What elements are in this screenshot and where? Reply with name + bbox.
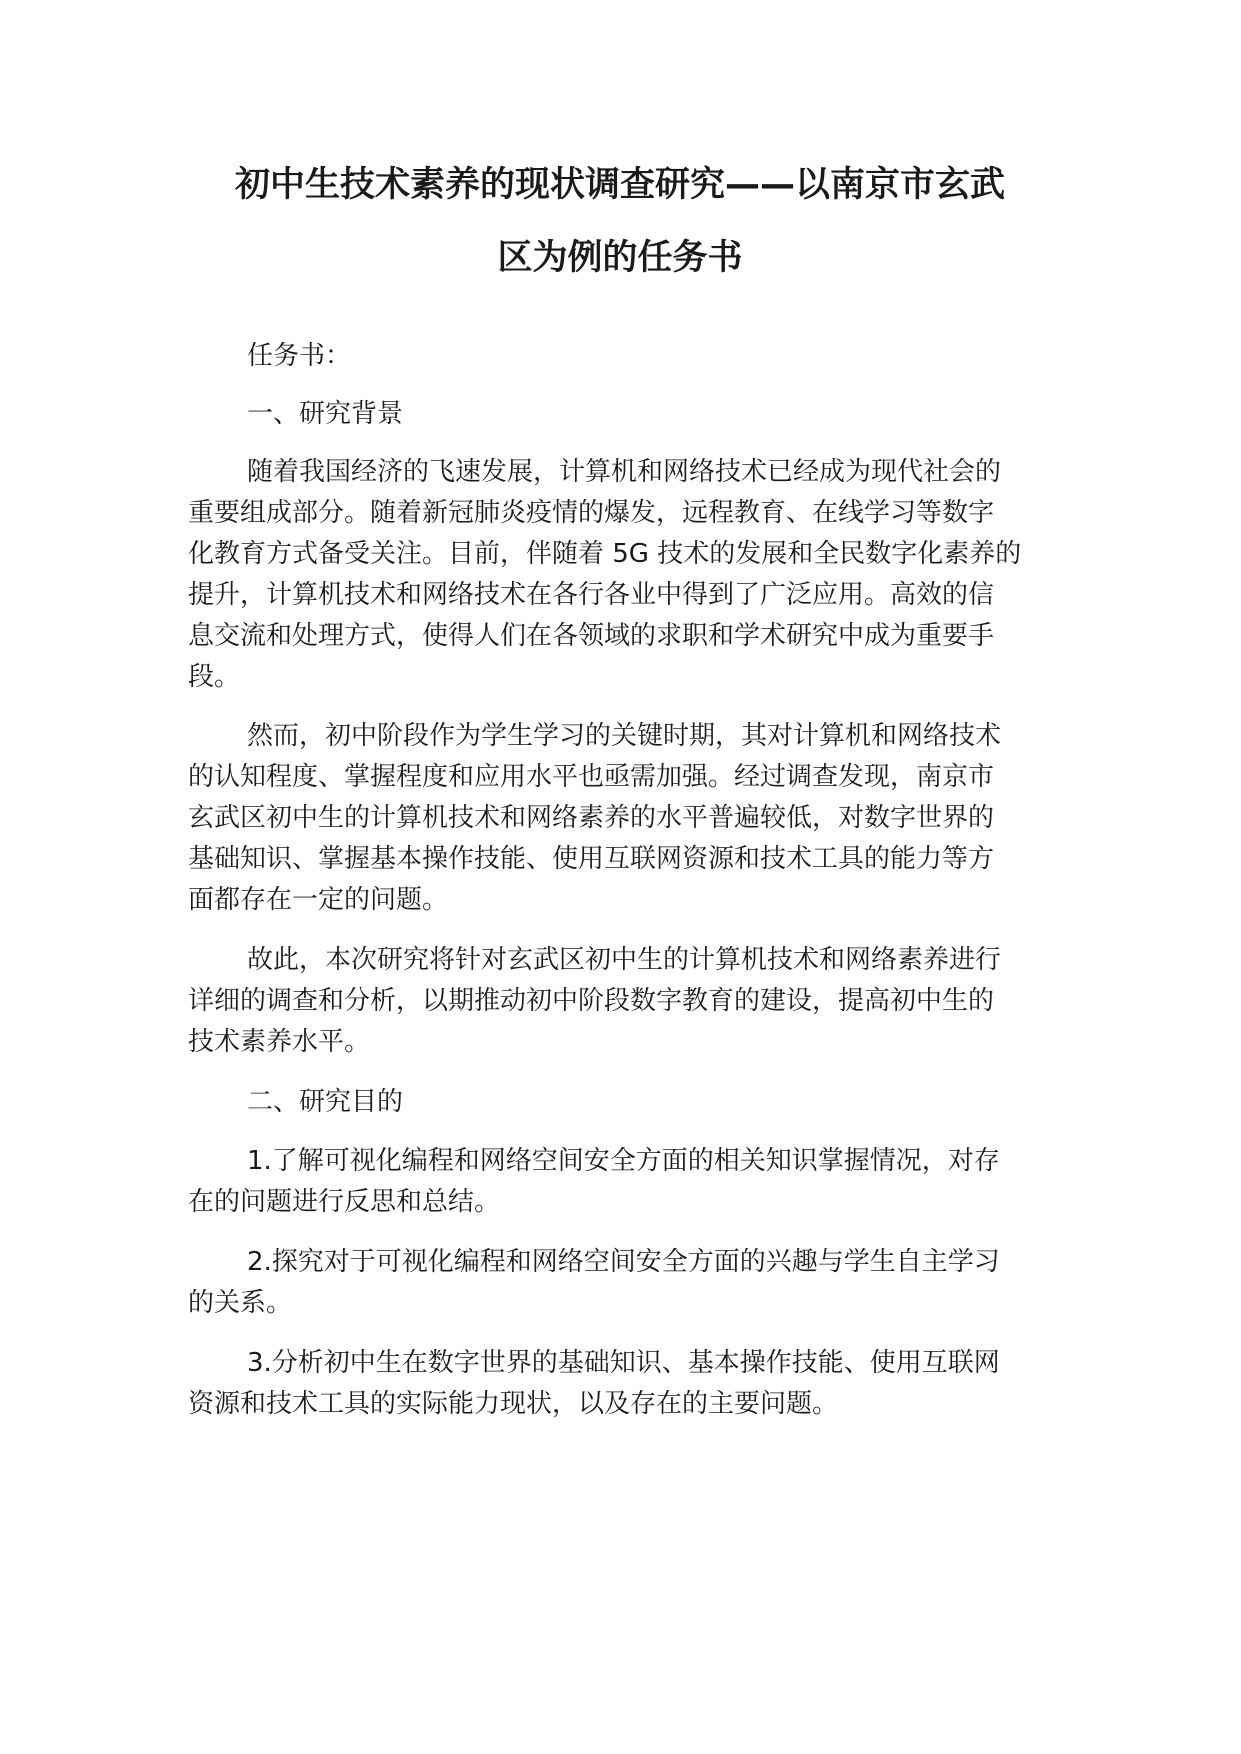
document-title-line-2: 区为例的任务书 — [497, 238, 743, 278]
paragraph-line: 技术素养水平。 — [188, 1027, 371, 1057]
paragraph-line: 玄武区初中生的计算机技术和网络素养的水平普遍较低，对数字世界的 — [188, 803, 995, 833]
paragraph-line: 提升，计算机技术和网络技术在各行各业中得到了广泛应用。高效的信 — [188, 580, 995, 610]
paragraph-line: 的认知程度、掌握程度和应用水平也亟需加强。经过调查发现，南京市 — [188, 762, 995, 792]
paragraph-line: 随着我国经济的飞速发展，计算机和网络技术已经成为现代社会的 — [247, 457, 1002, 487]
section-heading-purpose: 二、研究目的 — [247, 1087, 404, 1117]
goal-item-line: 1.了解可视化编程和网络空间安全方面的相关知识掌握情况，对存 — [247, 1146, 1000, 1176]
paragraph-line: 面都存在一定的问题。 — [188, 885, 449, 915]
goal-item-line: 3.分析初中生在数字世界的基础知识、基本操作技能、使用互联网 — [247, 1348, 1000, 1378]
paragraph-line: 基础知识、掌握基本操作技能、使用互联网资源和技术工具的能力等方 — [188, 844, 995, 874]
document-title-line-1: 初中生技术素养的现状调查研究——以南京市玄武 — [234, 165, 1005, 205]
taskbook-label: 任务书： — [247, 341, 352, 371]
goal-item-line: 资源和技术工具的实际能力现状，以及存在的主要问题。 — [188, 1389, 839, 1419]
paragraph-line: 重要组成部分。随着新冠肺炎疫情的爆发，远程教育、在线学习等数字 — [188, 498, 995, 528]
paragraph-line: 故此，本次研究将针对玄武区初中生的计算机技术和网络素养进行 — [247, 945, 1002, 975]
paragraph-line: 详细的调查和分析，以期推动初中阶段数字教育的建设，提高初中生的 — [188, 986, 995, 1016]
paragraph-line: 段。 — [188, 662, 241, 692]
paragraph-line: 化教育方式备受关注。目前，伴随着 5G 技术的发展和全民数字化素养的 — [188, 539, 1022, 569]
section-heading-background: 一、研究背景 — [247, 399, 404, 429]
goal-item-line: 的关系。 — [188, 1288, 293, 1318]
goal-item-line: 2.探究对于可视化编程和网络空间安全方面的兴趣与学生自主学习 — [247, 1247, 1000, 1277]
goal-item-line: 在的问题进行反思和总结。 — [188, 1187, 501, 1217]
paragraph-line: 息交流和处理方式，使得人们在各领域的求职和学术研究中成为重要手 — [188, 621, 995, 651]
paragraph-line: 然而，初中阶段作为学生学习的关键时期，其对计算机和网络技术 — [247, 721, 1002, 751]
